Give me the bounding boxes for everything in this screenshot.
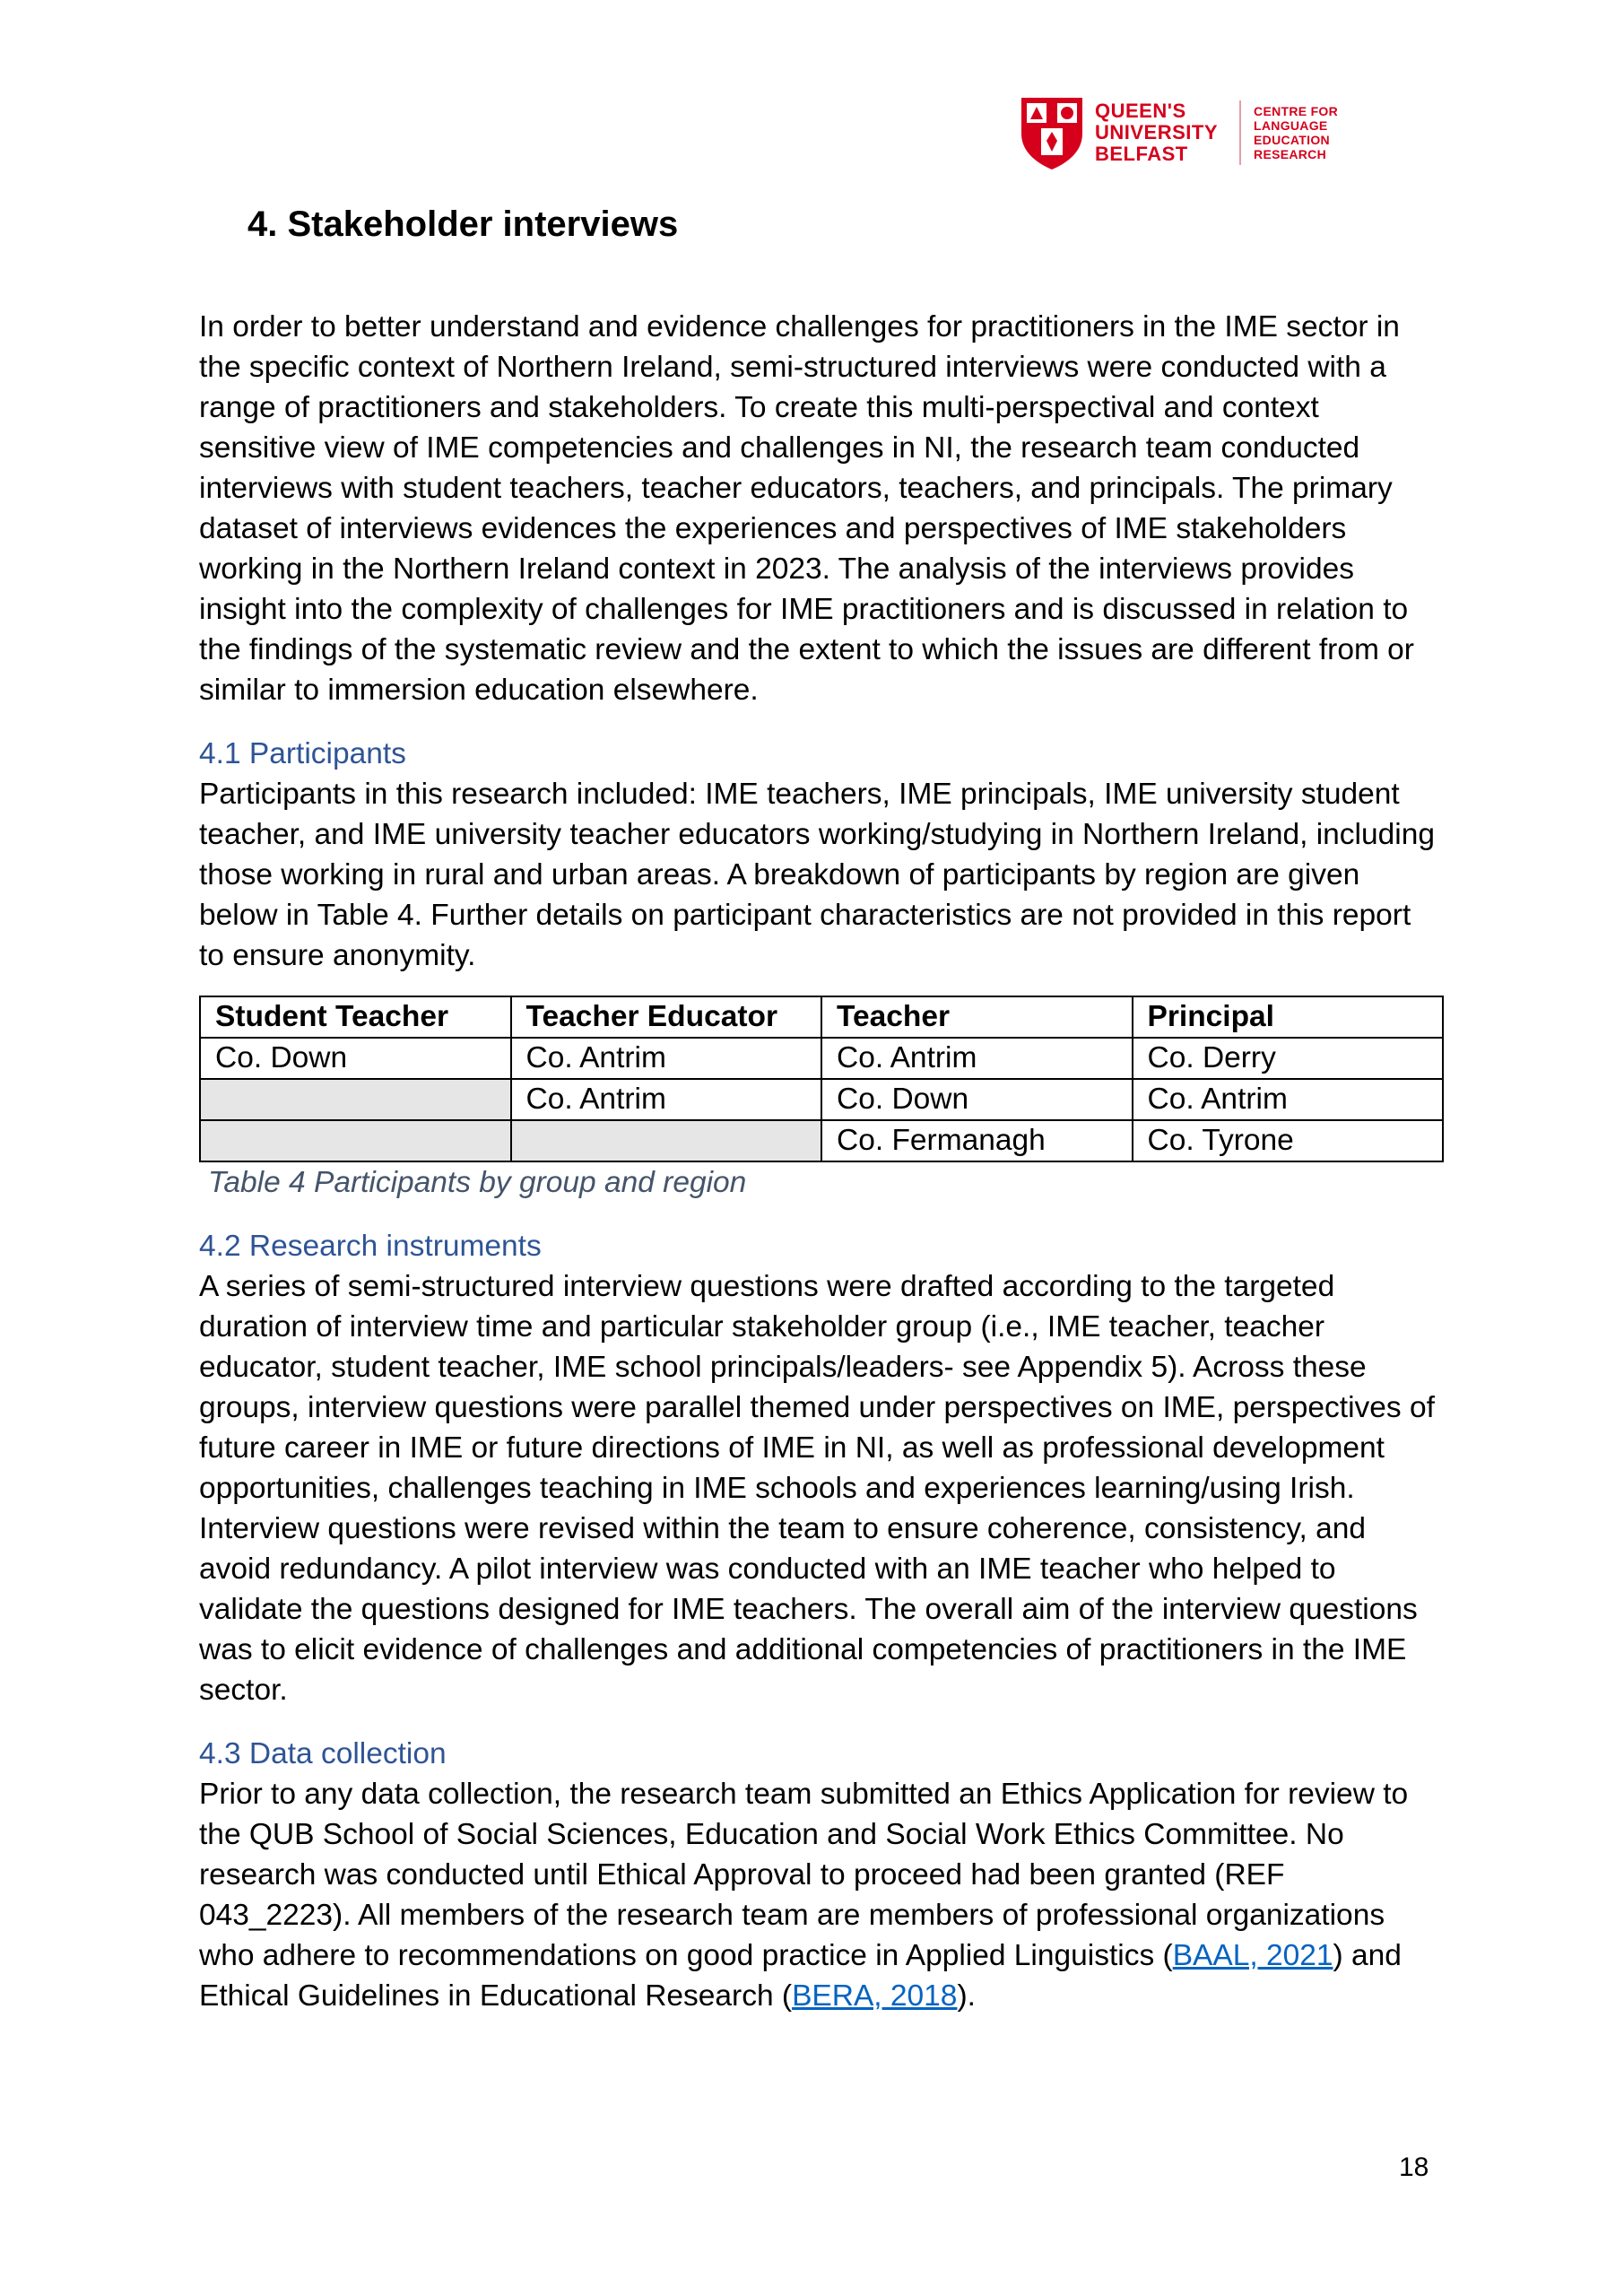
table-header-cell: Teacher <box>821 996 1133 1038</box>
table-cell: Co. Derry <box>1133 1038 1444 1079</box>
participants-table <box>199 996 1444 1162</box>
table-cell: Co. Antrim <box>511 1079 822 1120</box>
data-collection-text: Prior to any data collection, the research team submitted an Ethics Application for review to the QUB School of Social Sciences, Education and Social Work Ethics Committee. No research was conducted until Ethical Approval to proceed had been granted (REF 043_2223). All members of the research team are members of professional organizations who adhere to recommendations on good practice in Applied Linguistics ( <box>199 1778 1409 1972</box>
qub-crest-icon <box>1018 94 1086 171</box>
table-cell-empty <box>511 1120 822 1161</box>
section-title: 4. Stakeholder interviews <box>248 204 679 244</box>
participants-paragraph: Participants in this research included: IME teachers, IME principals, IME university student teacher, and IME university teacher educators working/studying in Northern Ireland, including those working in rural and urban areas. A breakdown of participants by region are given below in Table 4. Further details on participant characteristics are not provided in this report to ensure anonymity. <box>199 778 1435 972</box>
logo-divider <box>1239 100 1241 165</box>
table-header-cell: Student Teacher <box>200 996 511 1038</box>
table-cell-empty <box>200 1079 511 1120</box>
baal-reference-link[interactable]: BAAL, 2021 <box>1172 1939 1333 1972</box>
table-header-cell: Principal <box>1133 996 1444 1038</box>
page-content <box>199 199 1437 2016</box>
data-collection-heading: 4.3 Data collection <box>199 1737 447 1770</box>
data-collection-paragraph <box>199 1774 1437 2016</box>
table-cell: Co. Down <box>200 1038 511 1079</box>
data-collection-text: ) and Ethical Guidelines in Educational Research ( <box>199 1939 1402 2013</box>
intro-paragraph: In order to better understand and evidence challenges for practitioners in the IME sector in the specific context of Northern Ireland, semi-structured interviews were conducted with a range of practitioners and stakeholders. To create this multi-perspectival and context sensitive view of IME competencies and challenges in NI, the research team conducted interviews with student teachers, teacher educators, teachers, and principals. The primary dataset of interviews evidences the experiences and perspectives of IME stakeholders working in the Northern Ireland context in 2023. The analysis of the interviews provides insight into the complexity of challenges for IME practitioners and is discussed in relation to the findings of the systematic review and the extent to which the issues are different from or similar to immersion education elsewhere. <box>199 310 1414 707</box>
table-cell: Co. Antrim <box>511 1038 822 1079</box>
data-collection-text: ). <box>957 1979 976 2013</box>
table-cell: Co. Antrim <box>1133 1079 1444 1120</box>
table-row <box>200 1120 1443 1161</box>
page-number: 18 <box>1399 2152 1429 2182</box>
table-cell: Co. Antrim <box>821 1038 1133 1079</box>
instruments-paragraph: A series of semi-structured interview questions were drafted according to the targeted duration of interview time and particular stakeholder group (i.e., IME teacher, teacher educator, student teacher, IME school principals/leaders- see Appendix 5). Across these groups, interview questions were parallel themed under perspectives on IME, perspectives of future career in IME or future directions of IME in NI, as well as professional development opportunities, challenges teaching in IME schools and experiences learning/using Irish. Interview questions were revised within the team to ensure coherence, consistency, and avoid redundancy. A pilot interview was conducted with an IME teacher who helped to validate the questions designed for IME teachers. The overall aim of the interview questions was to elicit evidence of challenges and additional competencies of practitioners in the IME sector. <box>199 1270 1435 1707</box>
table-cell: Co. Down <box>821 1079 1133 1120</box>
table-cell: Co. Fermanagh <box>821 1120 1133 1161</box>
participants-heading: 4.1 Participants <box>199 737 406 770</box>
table-header-row <box>200 996 1443 1038</box>
table-caption: Table 4 Participants by group and region <box>208 1166 747 1199</box>
table-row <box>200 1038 1443 1079</box>
bera-reference-link[interactable]: BERA, 2018 <box>792 1979 958 2013</box>
table-header-cell: Teacher Educator <box>511 996 822 1038</box>
instruments-heading: 4.2 Research instruments <box>199 1230 542 1263</box>
table-cell-empty <box>200 1120 511 1161</box>
cler-logo-text: CENTRE FOR LANGUAGE EDUCATION RESEARCH <box>1254 104 1339 161</box>
qub-logo-text: QUEEN'S UNIVERSITY BELFAST <box>1095 100 1219 165</box>
table-row <box>200 1079 1443 1120</box>
header-logos <box>1018 94 1338 171</box>
table-cell: Co. Tyrone <box>1133 1120 1444 1161</box>
